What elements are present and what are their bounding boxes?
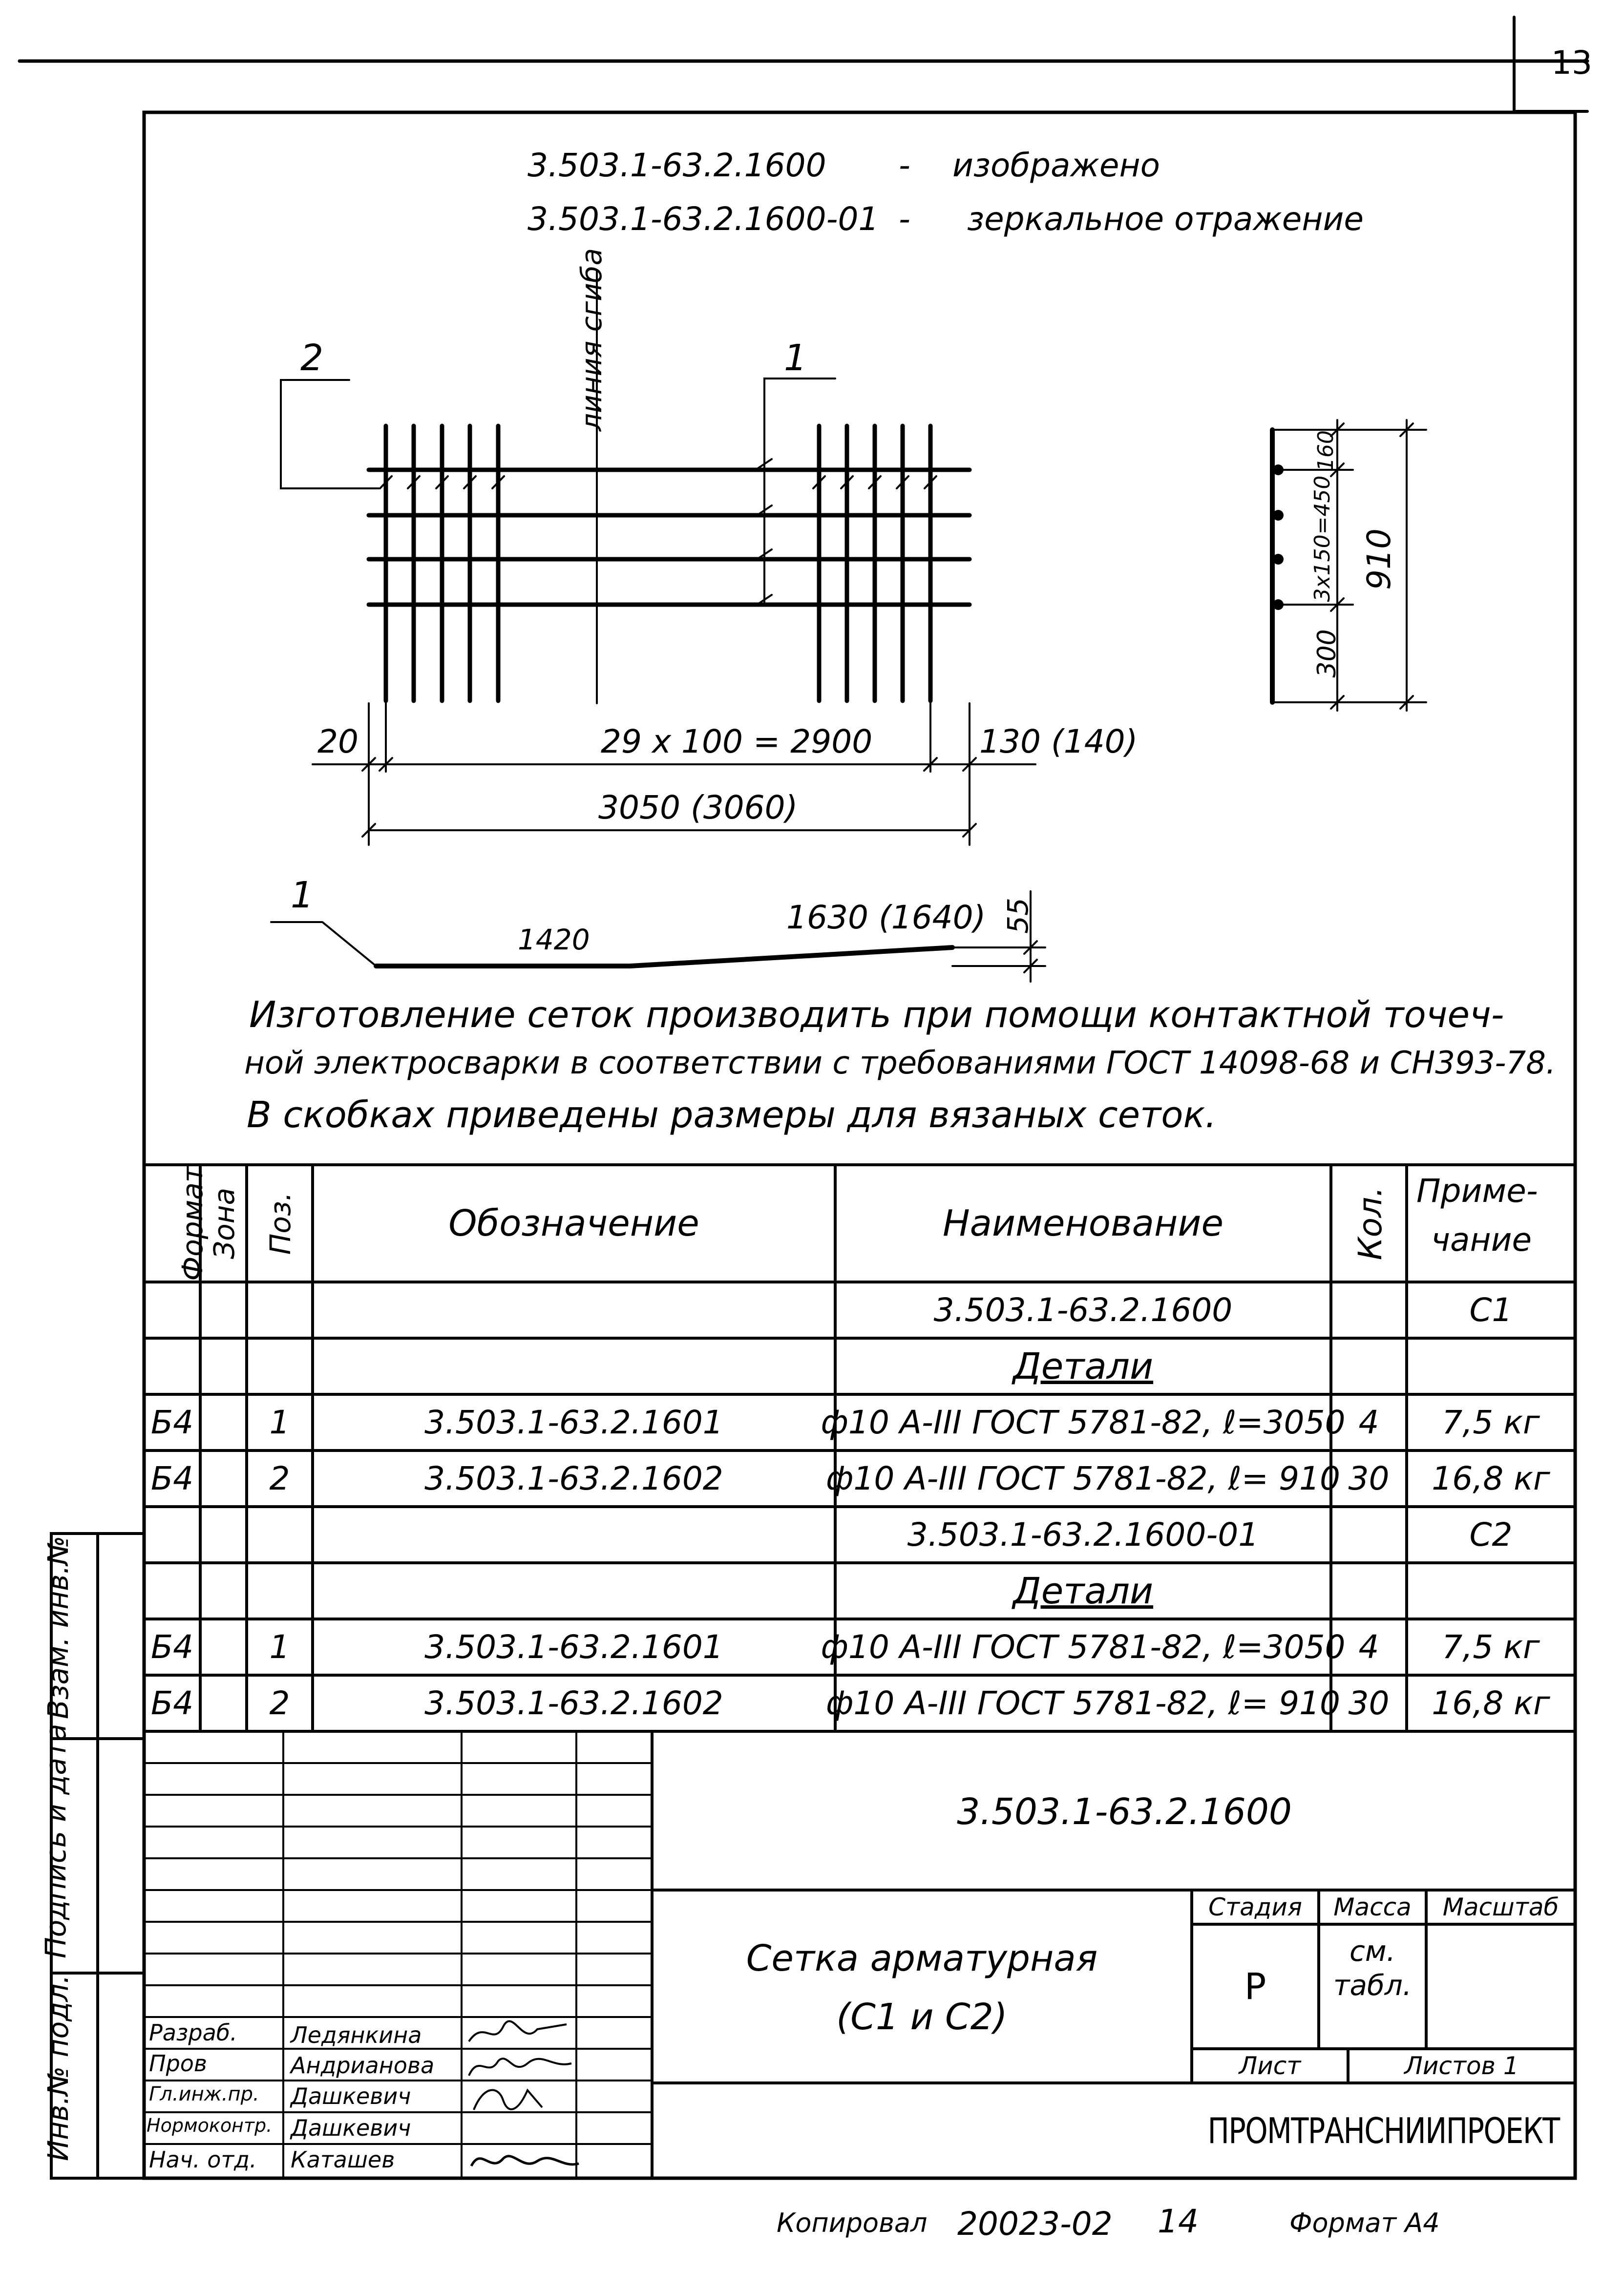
dim-right: 130 (140): [979, 723, 1138, 760]
table-row-qty: 4: [1358, 1404, 1379, 1441]
table-row-note: 16,8 кг: [1432, 1460, 1550, 1497]
table-row-qty: 4: [1358, 1628, 1379, 1666]
section-dimension-lines: [1272, 420, 1426, 711]
bar-rise: 55: [1001, 898, 1034, 934]
scale-label: Масштаб: [1442, 1893, 1559, 1921]
table-row-pos: 2: [269, 1684, 290, 1722]
table-row-note: С2: [1469, 1516, 1513, 1554]
callout-1-leader: [764, 378, 835, 605]
table-row-name: ф10 А-III ГОСТ 5781-82, ℓ=3050: [821, 1628, 1346, 1666]
footer-order-no: 20023-02: [957, 2205, 1113, 2243]
header-line2-dash: -: [899, 200, 910, 238]
table-row-note: 7,5 кг: [1442, 1628, 1540, 1666]
col-header-designation: Обозначение: [448, 1202, 699, 1244]
weld-ticks: [380, 476, 936, 488]
dim-span: 29 x 100 = 2900: [601, 723, 873, 760]
role-name: Каташев: [291, 2146, 395, 2173]
table-row-format: Б4: [150, 1684, 194, 1722]
note-line-2: ной электросварки в соответствии с требованиями ГОСТ 14098-68 и СН393-78.: [244, 1045, 1556, 1081]
table-row-name: 3.503.1-63.2.1600-01: [907, 1516, 1259, 1554]
callout-1: 1: [784, 337, 807, 379]
role-label: Гл.инж.пр.: [149, 2083, 259, 2105]
stage-label: Стадия: [1208, 1893, 1302, 1921]
table-row-designation: 3.503.1-63.2.1602: [424, 1684, 723, 1722]
sheet-label: Лист: [1239, 2052, 1301, 2080]
role-name: Ледянкина: [291, 2022, 422, 2048]
table-row-name: ф10 А-III ГОСТ 5781-82, ℓ= 910: [825, 1460, 1341, 1497]
table-row-qty: 30: [1348, 1684, 1390, 1722]
table-row-name: ф10 А-III ГОСТ 5781-82, ℓ=3050: [821, 1404, 1346, 1441]
table-row-pos: 2: [269, 1460, 290, 1497]
col-header-format: Формат: [176, 1166, 209, 1281]
table-row-pos: 1: [269, 1404, 290, 1441]
table-row-pos: 1: [269, 1628, 290, 1666]
bar-len-1: 1420: [518, 923, 590, 956]
side-stamp-inv-ref: Взам. инв.№: [42, 1535, 75, 1719]
org-name: ПРОМТРАНСНИИПРОЕКТ: [1207, 2110, 1560, 2151]
side-stamp-inv-orig: Инв.№ подл.: [42, 1975, 75, 2161]
role-name: Дашкевич: [291, 2115, 411, 2141]
role-name: Андрианова: [291, 2052, 435, 2079]
mass-label: Масса: [1333, 1893, 1412, 1921]
footer-sheet-no: 14: [1158, 2203, 1199, 2240]
callout-2: 2: [300, 337, 324, 379]
signature-1: [464, 2017, 581, 2051]
footer-copied-label: Копировал: [777, 2207, 928, 2238]
col-header-note-1: Приме-: [1416, 1172, 1538, 1210]
section-dim-bottom: 300: [1312, 629, 1342, 678]
table-row-section: Детали: [1012, 1570, 1154, 1612]
note-line-1: Изготовление сеток производить при помощи контактной точеч-: [249, 994, 1504, 1036]
footer-format-label: Формат А4: [1289, 2207, 1440, 2238]
mass-value-1: см.: [1349, 1934, 1396, 1968]
bent-bar: [376, 947, 952, 966]
table-row-format: Б4: [150, 1460, 194, 1497]
title-line-2: (С1 и С2): [836, 1996, 1008, 2038]
role-label: Разраб.: [149, 2019, 237, 2046]
sheets-label: Листов 1: [1404, 2052, 1519, 2080]
doc-code-text: 3.503.1-63.2.1600: [957, 1791, 1292, 1833]
col-header-qty: Кол.: [1351, 1186, 1389, 1261]
role-label: Нормоконтр.: [147, 2115, 273, 2136]
bar-callout: 1: [291, 874, 314, 916]
header-line2-code: 3.503.1-63.2.1600-01: [527, 200, 879, 238]
sheet-frame: [144, 112, 1575, 2178]
callout-2-leader: [281, 380, 379, 488]
col-header-zone: Зона: [208, 1187, 241, 1260]
bend-line-label: линия сгиба: [575, 248, 608, 431]
role-label: Пров: [149, 2050, 208, 2077]
doc-code: [652, 1763, 1575, 1861]
section-dim-mid: 3x150=450: [1310, 475, 1335, 602]
table-row-note: С1: [1469, 1291, 1513, 1329]
side-stamp-sign-date: Подпись и дата: [39, 1724, 72, 1958]
role-label: Нач. отд.: [149, 2146, 257, 2173]
table-row-note: 16,8 кг: [1432, 1684, 1550, 1722]
header-line1-text: изображено: [952, 147, 1160, 184]
page-number: 13: [1551, 44, 1592, 82]
signature-2: [464, 2049, 581, 2083]
col-header-name: Наименование: [942, 1202, 1224, 1244]
table-row-name: 3.503.1-63.2.1600: [933, 1291, 1233, 1329]
dim-left: 20: [317, 723, 359, 760]
header-line1-code: 3.503.1-63.2.1600: [527, 147, 826, 184]
mesh-longitudinal-bars: [369, 470, 970, 605]
col-header-pos: Поз.: [264, 1192, 297, 1255]
table-row-qty: 30: [1348, 1460, 1390, 1497]
stage-value: Р: [1244, 1965, 1266, 2008]
header-line2-text: зеркальное отражение: [967, 200, 1364, 238]
col-header-note-2: чание: [1431, 1221, 1532, 1259]
mass-value-2: табл.: [1333, 1969, 1412, 2002]
section-dim-top: 160: [1313, 430, 1338, 471]
signature-3: [464, 2081, 581, 2115]
table-row-designation: 3.503.1-63.2.1601: [424, 1628, 723, 1666]
section-dim-total: 910: [1360, 528, 1398, 590]
bar-len-2: 1630 (1640): [786, 899, 986, 936]
bar-callout-leader: [271, 922, 376, 966]
table-row-designation: 3.503.1-63.2.1602: [424, 1460, 723, 1497]
mesh-transverse-bars: [386, 426, 930, 701]
table-row-format: Б4: [150, 1628, 194, 1666]
dim-total: 3050 (3060): [598, 789, 798, 826]
table-row-section: Детали: [1012, 1345, 1154, 1387]
header-line1-dash: -: [899, 147, 910, 184]
role-name: Дашкевич: [291, 2083, 411, 2109]
table-row-note: 7,5 кг: [1442, 1404, 1540, 1441]
signature-4: [464, 2144, 581, 2178]
table-row-designation: 3.503.1-63.2.1601: [424, 1404, 723, 1441]
table-row-name: ф10 А-III ГОСТ 5781-82, ℓ= 910: [825, 1684, 1341, 1722]
title-line-1: Сетка арматурная: [746, 1937, 1098, 1979]
table-row-format: Б4: [150, 1404, 194, 1441]
note-line-3: В скобках приведены размеры для вязаных сеток.: [247, 1094, 1217, 1136]
